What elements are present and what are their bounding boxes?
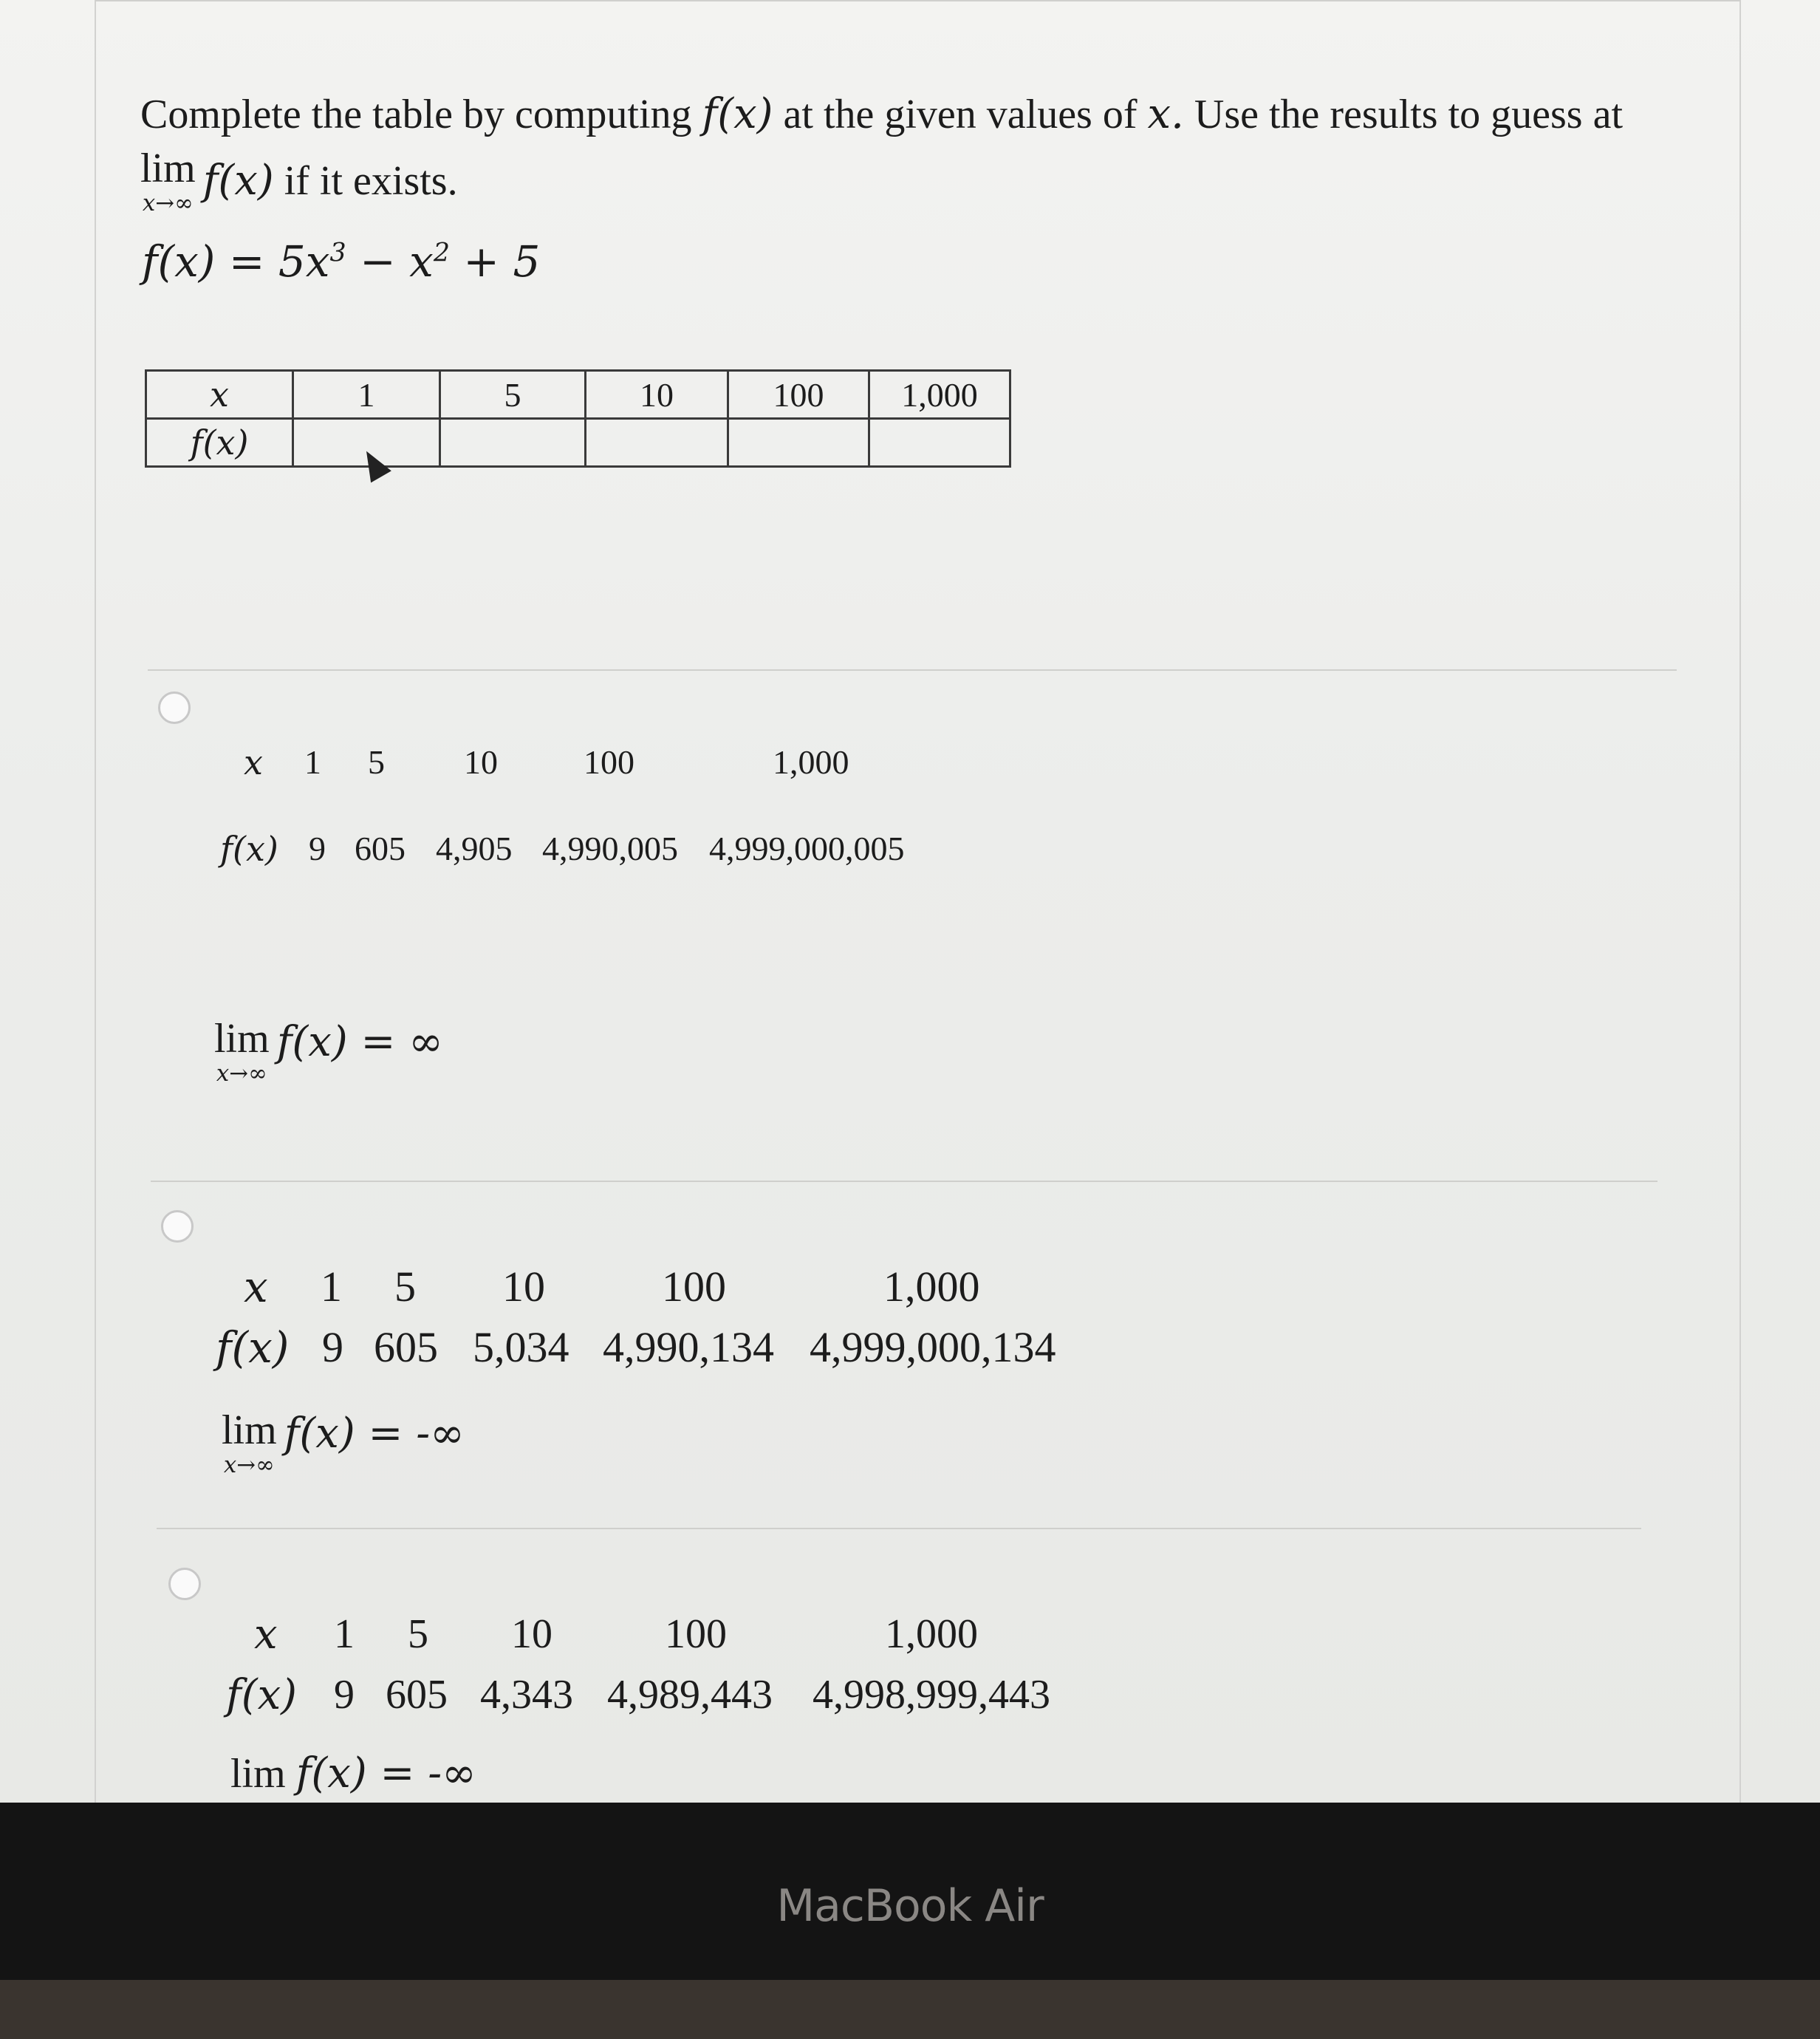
lim-word: lim [222, 1407, 277, 1453]
fx-input-cell[interactable] [440, 419, 586, 467]
fx-value: 5,034 [473, 1323, 569, 1371]
x-label: x [254, 1611, 278, 1659]
fx-value: 4,990,005 [542, 830, 678, 867]
option-a-limit [214, 1018, 443, 1085]
x-value: 100 [662, 1263, 726, 1311]
question-x: x. [1147, 90, 1184, 138]
fx-value: 4,343 [480, 1672, 573, 1718]
table-row [146, 419, 1010, 467]
fx-value: 9 [322, 1323, 343, 1371]
fx-value: 605 [386, 1672, 448, 1718]
option-b-radio[interactable] [161, 1210, 194, 1243]
x-value: 1 [321, 1263, 342, 1311]
fx-label: f(x) [220, 829, 278, 869]
lim-expression: f(x) = -∞ [284, 1410, 465, 1458]
fx-label: f(x) [226, 1671, 298, 1719]
question-part: Complete the table by computing [140, 92, 692, 137]
device-label: MacBook Air [776, 1880, 1044, 1932]
lim-expression: f(x) = ∞ [276, 1018, 443, 1066]
fx-value: 9 [334, 1672, 355, 1718]
x-value: 5 [408, 1611, 428, 1657]
fx-input-cell[interactable] [586, 419, 728, 467]
x-value: 10 [502, 1263, 545, 1311]
func-exp: 2 [433, 238, 450, 268]
x-value-cell: 5 [440, 371, 586, 419]
x-value: 10 [511, 1611, 552, 1657]
fx-value: 4,989,443 [607, 1672, 773, 1718]
fx-value: 9 [309, 830, 326, 867]
x-label: x [244, 1262, 268, 1312]
x-value-cell: 1,000 [869, 371, 1010, 419]
fx-value: 4,990,134 [603, 1323, 774, 1371]
question-fx: f(x) [702, 90, 773, 138]
lim-word: lim [230, 1751, 286, 1797]
x-value: 100 [584, 743, 634, 781]
function-definition [142, 236, 540, 287]
fx-value: 605 [355, 830, 406, 867]
option-b-limit [222, 1407, 465, 1478]
divider [151, 1181, 1658, 1182]
func-exp: 3 [329, 238, 346, 268]
x-value: 1,000 [883, 1263, 980, 1311]
question-text [140, 81, 1647, 215]
x-value: 1,000 [773, 743, 849, 781]
option-a-radio[interactable] [158, 691, 191, 724]
lim-subscript: x→∞ [216, 1060, 267, 1087]
x-value: 1 [304, 743, 321, 781]
lim-fx: f(x) [202, 157, 274, 205]
limit-notation [214, 1018, 270, 1085]
x-value-cell: 10 [586, 371, 728, 419]
fx-value: 605 [374, 1323, 438, 1371]
func-lhs: f(x) = 5x [142, 236, 330, 287]
fx-value: 4,999,000,134 [810, 1323, 1056, 1371]
question-part: if it exists. [284, 158, 458, 204]
fx-value: 4,905 [436, 830, 513, 867]
lim-subscript: x→∞ [142, 190, 194, 216]
x-label: x [244, 742, 263, 782]
fx-header-cell: f(x) [146, 419, 293, 467]
x-value-cell: 1 [293, 371, 440, 419]
x-value: 5 [368, 743, 385, 781]
lim-word: lim [214, 1016, 270, 1062]
x-value: 1 [334, 1611, 355, 1657]
divider [157, 1528, 1641, 1529]
x-value-cell: 100 [728, 371, 869, 419]
question-part: at the given values of [783, 92, 1138, 137]
divider [148, 669, 1677, 671]
func-rhs: + 5 [449, 236, 541, 287]
x-value: 1,000 [885, 1611, 978, 1657]
fx-input-cell[interactable] [728, 419, 869, 467]
lim-subscript: x→∞ [223, 1452, 275, 1478]
laptop-deck [0, 1980, 1820, 2039]
x-value: 5 [394, 1263, 416, 1311]
fx-value: 4,999,000,005 [709, 830, 905, 867]
question-part: Use the results to guess at [1194, 92, 1623, 137]
option-c-limit [230, 1749, 476, 1797]
lim-expression: f(x) = -∞ [295, 1749, 476, 1797]
x-value: 100 [665, 1611, 727, 1657]
fx-value: 4,998,999,443 [812, 1672, 1050, 1718]
lim-word: lim [140, 146, 196, 191]
x-header-cell: x [146, 371, 293, 419]
table-row [146, 371, 1010, 419]
values-table [145, 369, 1011, 468]
func-mid: − x [346, 236, 434, 287]
limit-notation [140, 148, 196, 215]
fx-input-cell[interactable] [869, 419, 1010, 467]
x-value: 10 [464, 743, 498, 781]
option-c-radio[interactable] [168, 1568, 201, 1600]
fx-label: f(x) [216, 1322, 290, 1373]
limit-notation [222, 1407, 277, 1478]
